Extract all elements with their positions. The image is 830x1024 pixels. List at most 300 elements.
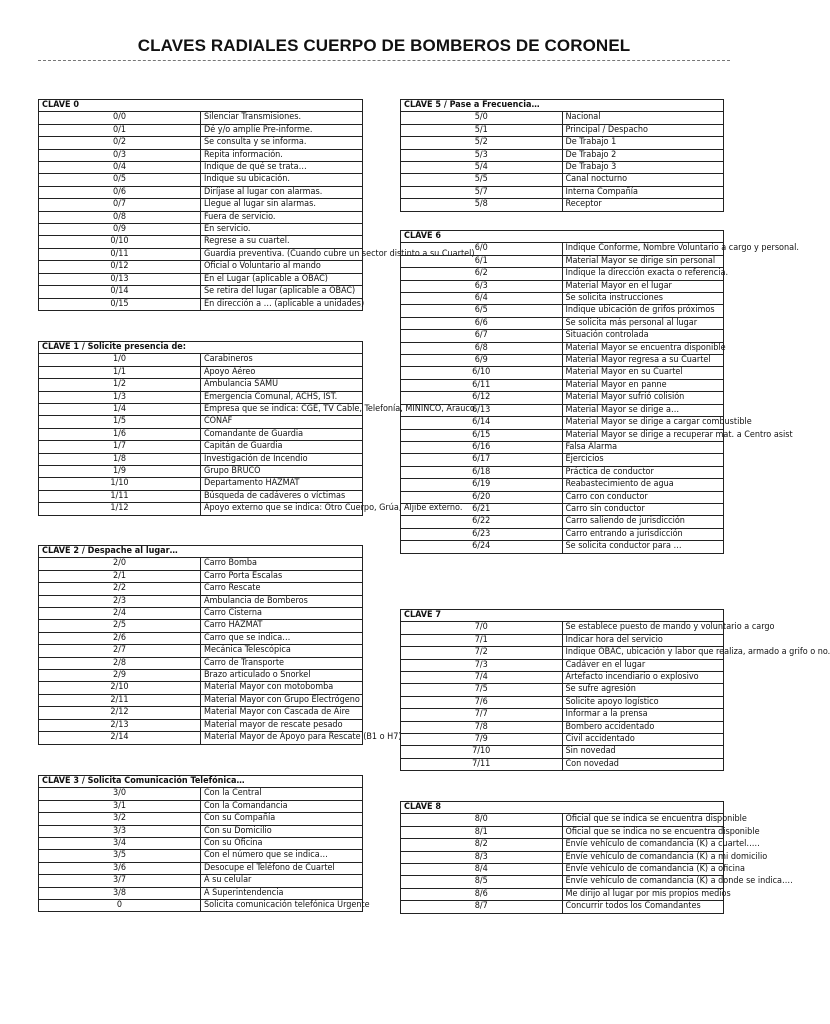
description-cell: Situación controlada (562, 330, 724, 342)
table-row (401, 709, 724, 721)
table-row (39, 620, 363, 632)
code-cell: 6/6 (401, 317, 563, 329)
description-cell: Indique OBAC, ubicación y labor que realiza, armado a grifo o no. (562, 647, 724, 659)
description-cell: Con novedad (562, 758, 724, 770)
description-cell: Investigación de Incendio (201, 453, 363, 465)
description-cell: Comandante de Guardia (201, 428, 363, 440)
description-cell: Carro con conductor (562, 491, 724, 503)
code-cell: 1/5 (39, 416, 201, 428)
table-row (401, 342, 724, 354)
description-cell: Material Mayor regresa a su Cuartel (562, 355, 724, 367)
description-cell: Se sufre agresión (562, 684, 724, 696)
description-cell: Oficial que se indica se encuentra disponible (562, 814, 724, 826)
description-cell: Ambulancia de Bomberos (201, 595, 363, 607)
table-row (39, 813, 363, 825)
code-cell: 1/3 (39, 391, 201, 403)
table-row (39, 694, 363, 706)
description-cell: Material Mayor se dirige a recuperar mat. a Centro asist (562, 429, 724, 441)
code-cell: 1/9 (39, 466, 201, 478)
table-row (401, 186, 724, 198)
description-cell: Me dirijo al lugar por mis propios medios (562, 888, 724, 900)
code-cell: 0/0 (39, 112, 201, 124)
table-row (39, 441, 363, 453)
description-cell: Indicar hora del servicio (562, 634, 724, 646)
code-cell: 7/2 (401, 647, 563, 659)
description-cell: Se solicita conductor para … (562, 541, 724, 553)
description-cell: Apoyo Aéreo (201, 366, 363, 378)
code-cell: 2/12 (39, 707, 201, 719)
description-cell: Apoyo externo que se indica: Otro Cuerpo, Grúa, Aljibe externo. (201, 503, 363, 515)
table-row (39, 211, 363, 223)
code-cell: 6/18 (401, 466, 563, 478)
code-cell: 2/2 (39, 583, 201, 595)
table-row (39, 682, 363, 694)
description-cell: Con su Domicilio (201, 825, 363, 837)
table-row (39, 453, 363, 465)
code-cell: 8/0 (401, 814, 563, 826)
description-cell: A Superintendencia (201, 887, 363, 899)
code-cell: 1/10 (39, 478, 201, 490)
table-row (401, 503, 724, 515)
table-row (401, 417, 724, 429)
code-cell: 0/7 (39, 199, 201, 211)
description-cell: Bombero accidentado (562, 721, 724, 733)
table-row (39, 162, 363, 174)
description-cell: Material Mayor se encuentra disponible (562, 342, 724, 354)
code-cell: 6/21 (401, 503, 563, 515)
code-cell: 8/5 (401, 876, 563, 888)
page-title: CLAVES RADIALES CUERPO DE BOMBEROS DE CORONEL (137, 36, 631, 55)
description-cell: Receptor (562, 199, 724, 211)
description-cell: Material Mayor en su Cuartel (562, 367, 724, 379)
code-cell: 8/7 (401, 901, 563, 913)
table-row (39, 137, 363, 149)
code-cell: 3/2 (39, 813, 201, 825)
description-cell: Llegue al lugar sin alarmas. (201, 199, 363, 211)
code-cell: 7/3 (401, 659, 563, 671)
section-heading: CLAVE 5 / Pase a Frecuencia… (401, 100, 724, 112)
code-table-clave-1 (38, 341, 478, 516)
code-cell: 6/17 (401, 454, 563, 466)
description-cell: Diríjase al lugar con alarmas. (201, 186, 363, 198)
code-cell: 6/2 (401, 268, 563, 280)
table-row (39, 670, 363, 682)
table-row (39, 199, 363, 211)
table-row (39, 657, 363, 669)
code-cell: 8/2 (401, 839, 563, 851)
code-cell: 6/4 (401, 293, 563, 305)
description-cell: Indique la dirección exacta o referencia. (562, 268, 724, 280)
code-cell: 2/11 (39, 694, 201, 706)
table-row (401, 317, 724, 329)
description-cell: Material Mayor en panne (562, 379, 724, 391)
table-row (39, 707, 363, 719)
table-row (401, 124, 724, 136)
code-cell: 8/3 (401, 851, 563, 863)
table-row (39, 261, 363, 273)
table-row (39, 186, 363, 198)
description-cell: Con su Compañía (201, 813, 363, 825)
code-cell: 6/24 (401, 541, 563, 553)
description-cell: Concurrir todos los Comandantes (562, 901, 724, 913)
description-cell: Repita información. (201, 149, 363, 161)
table-row (401, 839, 724, 851)
code-cell: 2/0 (39, 558, 201, 570)
table-row (401, 255, 724, 267)
description-cell: Envíe vehículo de comandancia (K) a oficina (562, 864, 724, 876)
table-row (39, 466, 363, 478)
code-cell: 1/7 (39, 441, 201, 453)
code-cell: 7/8 (401, 721, 563, 733)
description-cell: Material Mayor en el lugar (562, 280, 724, 292)
table-heading-row (401, 231, 724, 243)
code-cell: 6/16 (401, 441, 563, 453)
description-cell: A su celular (201, 875, 363, 887)
description-cell: Carro HAZMAT (201, 620, 363, 632)
code-cell: 1/0 (39, 354, 201, 366)
table-row (401, 162, 724, 174)
description-cell: Carabineros (201, 354, 363, 366)
table-row (39, 850, 363, 862)
code-cell: 6/15 (401, 429, 563, 441)
section-heading: CLAVE 1 / Solicite presencia de: (39, 342, 363, 354)
table-row (39, 838, 363, 850)
table-heading-row (39, 342, 363, 354)
description-cell: Material mayor de rescate pesado (201, 719, 363, 731)
table-row (39, 645, 363, 657)
description-cell: Ejercicios (562, 454, 724, 466)
table-row (401, 672, 724, 684)
code-cell: 0/9 (39, 224, 201, 236)
table-row (401, 137, 724, 149)
table-row (401, 466, 724, 478)
table-row (39, 558, 363, 570)
code-table-clave-5 (400, 99, 724, 212)
code-cell: 7/7 (401, 709, 563, 721)
table-row (39, 478, 363, 490)
code-cell: 7/5 (401, 684, 563, 696)
description-cell: Carro Cisterna (201, 608, 363, 620)
code-cell: 5/5 (401, 174, 563, 186)
table-row (39, 298, 363, 310)
table-row (39, 354, 363, 366)
table-row (401, 355, 724, 367)
table-row (39, 112, 363, 124)
description-cell: Material Mayor sufrió colisión (562, 392, 724, 404)
code-cell: 6/8 (401, 342, 563, 354)
description-cell: De Trabajo 2 (562, 149, 724, 161)
code-cell: 6/13 (401, 404, 563, 416)
description-cell: Silenciar Transmisiones. (201, 112, 363, 124)
description-cell: Principal / Despacho (562, 124, 724, 136)
code-cell: 0/8 (39, 211, 201, 223)
description-cell: Se retira del lugar (aplicable a OBAC) (201, 286, 363, 298)
description-cell: Desocupe el Teléfono de Cuartel (201, 862, 363, 874)
description-cell: Carro saliendo de jurisdicción (562, 516, 724, 528)
description-cell: Búsqueda de cadáveres o víctimas (201, 490, 363, 502)
table-row (401, 528, 724, 540)
code-cell: 7/10 (401, 746, 563, 758)
table-row (39, 248, 363, 260)
description-cell: Material Mayor se dirige a cargar combustible (562, 417, 724, 429)
table-row (39, 124, 363, 136)
table-row (401, 659, 724, 671)
table-row (39, 149, 363, 161)
code-cell: 1/2 (39, 379, 201, 391)
table-row (401, 243, 724, 255)
table-row (401, 479, 724, 491)
description-cell: Canal nocturno (562, 174, 724, 186)
code-cell: 0/10 (39, 236, 201, 248)
table-row (401, 149, 724, 161)
code-cell: 5/7 (401, 186, 563, 198)
description-cell: Solicita comunicación telefónica Urgente (201, 900, 363, 912)
table-row (39, 788, 363, 800)
table-row (401, 634, 724, 646)
code-cell: 6/5 (401, 305, 563, 317)
description-cell: Se solicita instrucciones (562, 293, 724, 305)
table-row (401, 280, 724, 292)
table-row (401, 429, 724, 441)
code-cell: 0/6 (39, 186, 201, 198)
table-row (39, 900, 363, 912)
code-cell: 8/4 (401, 864, 563, 876)
table-row (401, 647, 724, 659)
code-cell: 5/4 (401, 162, 563, 174)
table-row (401, 758, 724, 770)
table-row (401, 864, 724, 876)
description-cell: Con su Oficina (201, 838, 363, 850)
table-row (39, 862, 363, 874)
code-cell: 0/1 (39, 124, 201, 136)
code-cell: 3/8 (39, 887, 201, 899)
description-cell: Material Mayor con Grupo Electrógeno (201, 694, 363, 706)
section-heading: CLAVE 8 (401, 802, 724, 814)
description-cell: Indique ubicación de grifos próximos (562, 305, 724, 317)
description-cell: Cadáver en el lugar (562, 659, 724, 671)
table-row (39, 825, 363, 837)
code-cell: 2/6 (39, 632, 201, 644)
description-cell: Capitán de Guardia (201, 441, 363, 453)
section-heading: CLAVE 6 (401, 231, 724, 243)
description-cell: Interna Compañía (562, 186, 724, 198)
description-cell: Brazo articulado o Snorkel (201, 670, 363, 682)
description-cell: Falsa Alarma (562, 441, 724, 453)
code-cell: 2/4 (39, 608, 201, 620)
code-cell: 6/22 (401, 516, 563, 528)
description-cell: Artefacto incendiario o explosivo (562, 672, 724, 684)
code-cell: 6/1 (401, 255, 563, 267)
table-row (39, 732, 363, 744)
table-row (401, 888, 724, 900)
description-cell: Civil accidentado (562, 734, 724, 746)
table-row (39, 416, 363, 428)
description-cell: Con la Central (201, 788, 363, 800)
code-cell: 5/8 (401, 199, 563, 211)
code-cell: 6/23 (401, 528, 563, 540)
description-cell: Con el número que se indica… (201, 850, 363, 862)
code-cell: 3/0 (39, 788, 201, 800)
description-cell: Mecánica Telescópica (201, 645, 363, 657)
code-cell: 6/20 (401, 491, 563, 503)
description-cell: De Trabajo 3 (562, 162, 724, 174)
table-heading-row (39, 776, 363, 788)
code-cell: 8/6 (401, 888, 563, 900)
code-cell: 0/2 (39, 137, 201, 149)
description-cell: Carro entrando a jurisdicción (562, 528, 724, 540)
table-row (39, 503, 363, 515)
description-cell: Indique Conforme, Nombre Voluntario a cargo y personal. (562, 243, 724, 255)
table-row (401, 441, 724, 453)
description-cell: Empresa que se indica: CGE, TV Cable, Telefonía, MININCO, Arauco. (201, 404, 363, 416)
code-cell: 3/3 (39, 825, 201, 837)
code-cell: 2/5 (39, 620, 201, 632)
description-cell: Informar a la prensa (562, 709, 724, 721)
table-row (39, 391, 363, 403)
table-row (401, 814, 724, 826)
description-cell: Nacional (562, 112, 724, 124)
table-row (401, 404, 724, 416)
table-heading-row (401, 802, 724, 814)
code-cell: 7/1 (401, 634, 563, 646)
code-cell: 8/1 (401, 826, 563, 838)
title-divider (38, 60, 730, 61)
code-cell: 0/13 (39, 273, 201, 285)
table-heading-row (39, 100, 363, 112)
description-cell: Sin novedad (562, 746, 724, 758)
table-row (401, 516, 724, 528)
section-heading: CLAVE 2 / Despache al lugar… (39, 546, 363, 558)
code-cell: 0 (39, 900, 201, 912)
code-table-clave-7 (400, 609, 830, 771)
description-cell: Se consulta y se informa. (201, 137, 363, 149)
description-cell: Carro Rescate (201, 583, 363, 595)
table-heading-row (39, 546, 363, 558)
description-cell: Solicite apoyo logístico (562, 696, 724, 708)
code-cell: 6/0 (401, 243, 563, 255)
table-row (39, 490, 363, 502)
description-cell: Guardia preventiva. (Cuando cubre un sector distinto a su Cuartel) (201, 248, 363, 260)
table-row (39, 583, 363, 595)
section-heading: CLAVE 0 (39, 100, 363, 112)
description-cell: Se establece puesto de mando y voluntario a cargo (562, 622, 724, 634)
code-cell: 6/7 (401, 330, 563, 342)
table-row (401, 851, 724, 863)
description-cell: Carro que se indica… (201, 632, 363, 644)
table-row (401, 746, 724, 758)
table-row (39, 236, 363, 248)
table-row (401, 112, 724, 124)
description-cell: En el Lugar (aplicable a OBAC) (201, 273, 363, 285)
table-row (401, 622, 724, 634)
code-cell: 1/12 (39, 503, 201, 515)
code-cell: 3/6 (39, 862, 201, 874)
table-row (39, 404, 363, 416)
code-cell: 5/3 (401, 149, 563, 161)
description-cell: Fuera de servicio. (201, 211, 363, 223)
code-cell: 5/2 (401, 137, 563, 149)
code-cell: 0/15 (39, 298, 201, 310)
description-cell: Material Mayor se dirige sin personal (562, 255, 724, 267)
table-row (401, 826, 724, 838)
description-cell: Material Mayor con Cascada de Aire (201, 707, 363, 719)
table-row (401, 696, 724, 708)
code-cell: 2/10 (39, 682, 201, 694)
table-row (39, 595, 363, 607)
description-cell: Indique de qué se trata… (201, 162, 363, 174)
table-row (401, 379, 724, 391)
code-cell: 6/3 (401, 280, 563, 292)
description-cell: En dirección a … (aplicable a unidades) (201, 298, 363, 310)
table-row (401, 367, 724, 379)
description-cell: Oficial que se indica no se encuentra disponible (562, 826, 724, 838)
description-cell: Regrese a su cuartel. (201, 236, 363, 248)
table-row (401, 876, 724, 888)
code-cell: 5/0 (401, 112, 563, 124)
section-heading: CLAVE 7 (401, 610, 724, 622)
table-row (39, 719, 363, 731)
description-cell: Emergencia Comunal, ACHS, IST. (201, 391, 363, 403)
description-cell: Indique su ubicación. (201, 174, 363, 186)
table-row (401, 734, 724, 746)
code-cell: 2/9 (39, 670, 201, 682)
code-cell: 7/9 (401, 734, 563, 746)
code-cell: 0/4 (39, 162, 201, 174)
code-cell: 2/1 (39, 570, 201, 582)
code-cell: 7/4 (401, 672, 563, 684)
description-cell: Envíe vehículo de comandancia (K) a mi domicilio (562, 851, 724, 863)
code-cell: 2/7 (39, 645, 201, 657)
code-cell: 5/1 (401, 124, 563, 136)
table-row (401, 305, 724, 317)
description-cell: Práctica de conductor (562, 466, 724, 478)
description-cell: Se solicita más personal al lugar (562, 317, 724, 329)
code-cell: 0/3 (39, 149, 201, 161)
table-row (401, 392, 724, 404)
code-table-clave-3 (38, 775, 370, 912)
table-row (401, 684, 724, 696)
description-cell: Carro de Transporte (201, 657, 363, 669)
description-cell: Envíe vehículo de comandancia (K) a donde se indica…. (562, 876, 724, 888)
table-row (39, 379, 363, 391)
table-row (401, 454, 724, 466)
code-cell: 1/1 (39, 366, 201, 378)
table-row (401, 268, 724, 280)
table-row (401, 541, 724, 553)
section-heading: CLAVE 3 / Solicita Comunicación Telefónica… (39, 776, 363, 788)
description-cell: En servicio. (201, 224, 363, 236)
code-cell: 0/5 (39, 174, 201, 186)
code-cell: 6/19 (401, 479, 563, 491)
table-row (39, 174, 363, 186)
code-cell: 1/8 (39, 453, 201, 465)
code-cell: 3/1 (39, 800, 201, 812)
code-cell: 1/4 (39, 404, 201, 416)
code-table-clave-6 (400, 230, 799, 554)
code-cell: 3/7 (39, 875, 201, 887)
table-row (401, 199, 724, 211)
code-cell: 1/11 (39, 490, 201, 502)
table-row (39, 366, 363, 378)
table-row (39, 632, 363, 644)
code-cell: 0/11 (39, 248, 201, 260)
code-cell: 2/8 (39, 657, 201, 669)
table-row (39, 273, 363, 285)
code-cell: 0/12 (39, 261, 201, 273)
description-cell: Carro sin conductor (562, 503, 724, 515)
table-row (39, 570, 363, 582)
table-row (401, 330, 724, 342)
